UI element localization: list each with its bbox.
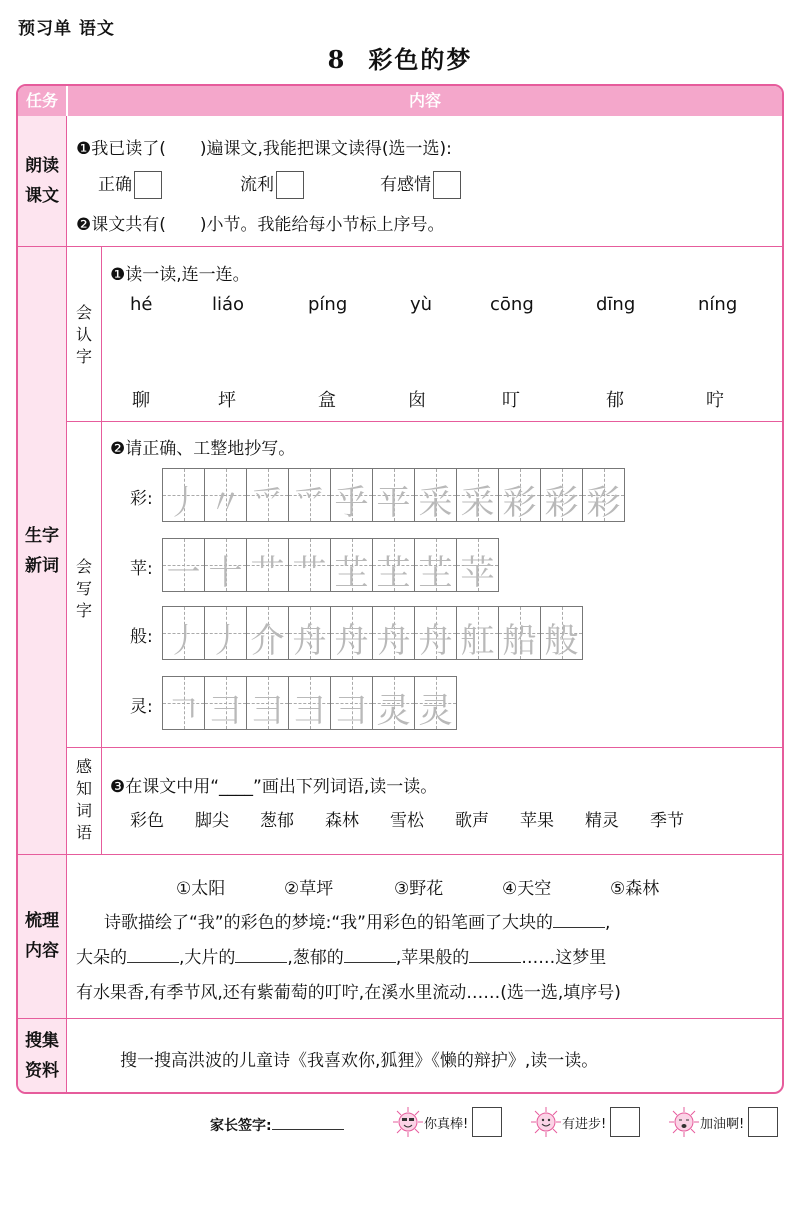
hanzi-item[interactable]: 囱 <box>408 390 426 411</box>
sub-label-perceive <box>69 756 99 844</box>
stroke-guide: 苹 <box>460 553 495 593</box>
stroke-guide: 乎 <box>334 483 369 523</box>
stroke-guide: 爫 <box>292 483 327 523</box>
sub-label-char: 认 <box>75 325 92 344</box>
writing-cell[interactable] <box>246 676 289 730</box>
checkbox-emotion[interactable] <box>433 171 461 199</box>
summary-text: ……这梦里 <box>521 948 607 968</box>
task-label-summary-2: 内容 <box>25 941 59 961</box>
writing-cell[interactable] <box>288 676 331 730</box>
summary-text: ,葱郁的 <box>287 948 344 968</box>
writing-cell[interactable] <box>414 538 457 592</box>
stroke-guide: 艹 <box>292 553 327 593</box>
writing-grid-row <box>162 468 624 522</box>
writing-cell[interactable] <box>414 676 457 730</box>
writing-cell[interactable] <box>330 676 373 730</box>
writing-cell[interactable] <box>330 468 373 522</box>
answer-blank[interactable] <box>469 946 521 963</box>
writing-cell[interactable] <box>498 468 541 522</box>
summary-text: ,苹果般的 <box>395 948 470 968</box>
vocab-word: 葱郁 <box>260 811 294 831</box>
summary-text: 诗歌描绘了“我”的彩色的梦境:“我”用彩色的铅笔画了大块的 <box>104 913 553 933</box>
stroke-guide: 平 <box>376 483 411 523</box>
parent-signature <box>210 1115 344 1135</box>
vocab-word: 脚尖 <box>195 811 229 831</box>
writing-cell[interactable] <box>162 606 205 660</box>
stroke-guide: 丿 <box>208 621 243 661</box>
cheer-sun-icon <box>668 1106 700 1138</box>
task-label-reading-2: 课文 <box>25 186 59 206</box>
stroke-guide: 丿 <box>166 483 201 523</box>
sub-label-char: 感 <box>75 757 92 776</box>
stroke-guide: 一 <box>166 553 201 593</box>
writing-cell[interactable] <box>162 468 205 522</box>
badge-great <box>392 1106 502 1138</box>
hanzi-item[interactable]: 郁 <box>606 390 624 411</box>
writing-cell[interactable] <box>456 538 499 592</box>
sub-label-char: 字 <box>75 347 92 366</box>
write-char-label: 彩: <box>130 489 153 509</box>
pinyin-item[interactable]: níng <box>698 294 738 315</box>
pinyin-item[interactable]: hé <box>130 294 153 315</box>
writing-grid-row <box>162 538 498 592</box>
stroke-guide: 彩 <box>586 483 621 523</box>
summary-text: ,大片的 <box>179 948 236 968</box>
divider <box>66 747 782 748</box>
stroke-guide: 灵 <box>376 691 411 731</box>
writing-grid-row <box>162 676 456 730</box>
stroke-guide: 般 <box>544 621 579 661</box>
stroke-guide: 彐 <box>208 691 243 731</box>
writing-cell[interactable] <box>414 468 457 522</box>
column-divider <box>66 116 67 1092</box>
writing-cell[interactable] <box>582 468 625 522</box>
task-label-collect-2: 资料 <box>25 1061 59 1081</box>
sun-icon <box>392 1106 424 1138</box>
writing-cell[interactable] <box>246 538 289 592</box>
stroke-guide: 芏 <box>418 553 453 593</box>
writing-cell[interactable] <box>246 468 289 522</box>
reading-option-correct <box>98 170 162 199</box>
stamp-box[interactable] <box>472 1107 502 1137</box>
stroke-guide: 介 <box>250 621 285 661</box>
sub-label-recognize <box>69 302 99 368</box>
summary-option: ①太阳 <box>176 879 226 899</box>
worksheet-table <box>16 84 784 1094</box>
badge-text: 你真棒! <box>424 1116 469 1132</box>
stroke-guide: 彐 <box>334 691 369 731</box>
writing-cell[interactable] <box>204 676 247 730</box>
stroke-guide: 船 <box>502 621 537 661</box>
writing-cell[interactable] <box>498 606 541 660</box>
badge-cheer <box>668 1106 778 1138</box>
signature-label: 家长签字: <box>210 1118 272 1134</box>
stroke-guide: 舟 <box>376 621 411 661</box>
writing-cell[interactable] <box>204 606 247 660</box>
stamp-box[interactable] <box>748 1107 778 1137</box>
sub-column-divider <box>101 246 102 854</box>
answer-blank[interactable] <box>235 946 287 963</box>
writing-cell[interactable] <box>414 606 457 660</box>
writing-cell[interactable] <box>372 676 415 730</box>
stroke-guide: 丿 <box>166 621 201 661</box>
task-label-words-2: 新词 <box>25 556 59 576</box>
writing-cell[interactable] <box>540 606 583 660</box>
summary-option: ⑤森林 <box>610 879 660 899</box>
reading-option-fluent <box>240 170 304 199</box>
writing-grid-row <box>162 606 582 660</box>
writing-cell[interactable] <box>246 606 289 660</box>
sub-label-char: 写 <box>75 579 92 598</box>
recognize-prompt: ❶读一读,连一连。 <box>110 265 250 285</box>
table-header <box>18 86 782 116</box>
stroke-guide: 灵 <box>418 691 453 731</box>
summary-line-1 <box>104 908 610 933</box>
sub-label-write <box>69 556 99 622</box>
checkbox-correct[interactable] <box>134 171 162 199</box>
summary-line-3: 有水果香,有季节风,还有紫葡萄的叮咛,在溪水里流动……(选一选,填序号) <box>76 983 621 1003</box>
writing-cell[interactable] <box>288 538 331 592</box>
stroke-guide: 采 <box>418 483 453 523</box>
writing-cell[interactable] <box>288 606 331 660</box>
writing-cell[interactable] <box>330 606 373 660</box>
divider <box>18 854 782 855</box>
writing-cell[interactable] <box>288 468 331 522</box>
header-content: 内容 <box>66 86 782 116</box>
reading-option-emotion <box>380 170 461 199</box>
vocab-word: 彩色 <box>130 811 164 831</box>
writing-cell[interactable] <box>456 606 499 660</box>
badge-text: 加油啊! <box>700 1116 745 1132</box>
stroke-guide: 舟 <box>334 621 369 661</box>
stroke-guide: 艹 <box>250 553 285 593</box>
vocab-word: 精灵 <box>585 811 619 831</box>
stroke-guide: 彩 <box>544 483 579 523</box>
option-label: 流利 <box>240 175 274 195</box>
stroke-guide: 彩 <box>502 483 537 523</box>
answer-blank[interactable] <box>127 946 179 963</box>
lesson-title: 彩色的梦 <box>368 46 473 74</box>
writing-cell[interactable] <box>162 538 205 592</box>
stroke-guide: 十 <box>208 553 243 593</box>
sub-label-char: 知 <box>75 779 92 798</box>
summary-option: ④天空 <box>502 879 552 899</box>
writing-cell[interactable] <box>204 468 247 522</box>
writing-cell[interactable] <box>456 468 499 522</box>
summary-text: 大朵的 <box>76 948 127 968</box>
header-task: 任务 <box>25 91 58 110</box>
hanzi-item[interactable]: 聊 <box>132 390 150 411</box>
stroke-guide: 彐 <box>250 691 285 731</box>
task-label-summary-1: 梳理 <box>25 911 59 931</box>
write-char-label: 苹: <box>130 559 153 579</box>
pinyin-item[interactable]: píng <box>308 294 348 315</box>
hanzi-item[interactable]: 盒 <box>318 390 336 411</box>
badge-progress <box>530 1106 640 1138</box>
divider <box>66 421 782 422</box>
stroke-guide: 彐 <box>292 691 327 731</box>
stroke-guide: 〃 <box>208 483 243 523</box>
writing-cell[interactable] <box>162 676 205 730</box>
writing-cell[interactable] <box>540 468 583 522</box>
writing-cell[interactable] <box>372 538 415 592</box>
hanzi-item[interactable]: 叮 <box>502 390 520 411</box>
divider <box>18 246 782 247</box>
hanzi-item[interactable]: 咛 <box>706 390 724 411</box>
writing-cell[interactable] <box>372 606 415 660</box>
hanzi-item[interactable]: 坪 <box>218 390 236 411</box>
signature-line[interactable] <box>272 1129 344 1130</box>
stroke-guide: 芏 <box>334 553 369 593</box>
stamp-box[interactable] <box>610 1107 640 1137</box>
divider <box>18 1018 782 1019</box>
summary-option: ③野花 <box>394 879 444 899</box>
collect-text: 搜一搜高洪波的儿童诗《我喜欢你,狐狸》《懒的辩护》,读一读。 <box>120 1051 599 1071</box>
reading-question-2: ❷课文共有( )小节。我能给每小节标上序号。 <box>76 215 445 235</box>
stroke-guide: 舟 <box>418 621 453 661</box>
pinyin-item[interactable]: liáo <box>212 294 245 315</box>
answer-blank[interactable] <box>553 911 605 928</box>
writing-cell[interactable] <box>204 538 247 592</box>
writing-cell[interactable] <box>372 468 415 522</box>
vocab-word: 苹果 <box>520 811 554 831</box>
pinyin-item[interactable]: dīng <box>596 294 636 315</box>
perceive-prompt: ❸在课文中用“____”画出下列词语,读一读。 <box>110 777 438 797</box>
sub-label-char: 语 <box>75 823 92 842</box>
stroke-guide: 采 <box>460 483 495 523</box>
write-char-label: 灵: <box>130 697 153 717</box>
badge-text: 有进步! <box>562 1116 607 1132</box>
option-label: 有感情 <box>380 175 431 195</box>
vocab-word: 歌声 <box>455 811 489 831</box>
lesson-number: 8 <box>327 45 347 74</box>
vocab-word: 季节 <box>650 811 684 831</box>
writing-cell[interactable] <box>330 538 373 592</box>
answer-blank[interactable] <box>344 946 396 963</box>
sub-label-char: 会 <box>75 557 92 576</box>
smile-sun-icon <box>530 1106 562 1138</box>
stroke-guide: 爫 <box>250 483 285 523</box>
task-label-collect-1: 搜集 <box>25 1031 59 1051</box>
option-label: 正确 <box>98 175 132 195</box>
task-label-words-1: 生字 <box>25 526 59 546</box>
pinyin-item[interactable]: yù <box>410 294 433 315</box>
stroke-guide: 𠃍 <box>166 691 201 731</box>
reading-question-1: ❶我已读了( )遍课文,我能把课文读得(选一选): <box>76 139 452 159</box>
stroke-guide: 舡 <box>460 621 495 661</box>
write-char-label: 般: <box>130 627 153 647</box>
write-prompt: ❷请正确、工整地抄写。 <box>110 439 296 459</box>
page-title <box>0 40 800 75</box>
subject-header: 预习单 语文 <box>18 19 115 39</box>
stroke-guide: 芏 <box>376 553 411 593</box>
sub-label-char: 词 <box>75 801 92 820</box>
sub-label-char: 字 <box>75 601 92 620</box>
stroke-guide: 舟 <box>292 621 327 661</box>
summary-option: ②草坪 <box>284 879 334 899</box>
pinyin-item[interactable]: cōng <box>490 294 534 315</box>
summary-line-2 <box>76 943 606 968</box>
sub-label-char: 会 <box>75 303 92 322</box>
checkbox-fluent[interactable] <box>276 171 304 199</box>
summary-text: , <box>604 913 611 933</box>
vocab-word: 森林 <box>325 811 359 831</box>
task-label-reading-1: 朗读 <box>25 156 59 176</box>
vocab-word: 雪松 <box>390 811 424 831</box>
